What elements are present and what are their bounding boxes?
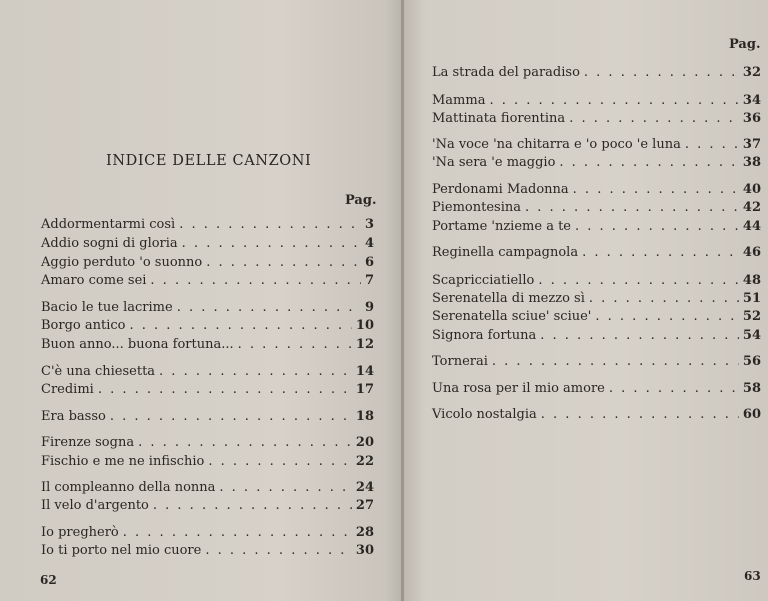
dot-leader xyxy=(559,155,739,170)
entry-title: Portame 'nzieme a te xyxy=(432,219,571,234)
entry-title: Addormentarmi così xyxy=(41,217,176,232)
entry-page: 24 xyxy=(355,480,374,495)
entry-title: C'è una chiesetta xyxy=(41,364,156,379)
dot-leader xyxy=(150,273,361,288)
entry-title: Era basso xyxy=(41,409,106,424)
entry-page: 30 xyxy=(355,543,374,558)
entry-page: 17 xyxy=(355,382,374,397)
dot-leader xyxy=(609,381,739,396)
entry-page: 54 xyxy=(742,328,761,343)
index-entry xyxy=(432,245,761,263)
index-entry xyxy=(41,525,374,543)
entry-title: Perdonami Madonna xyxy=(432,182,569,197)
index-entry xyxy=(432,381,761,399)
dot-leader xyxy=(205,543,352,558)
entry-title: Fischio e me ne infischio xyxy=(41,454,205,469)
entry-title: Mamma xyxy=(432,93,486,108)
entry-page: 60 xyxy=(742,407,761,422)
dot-leader xyxy=(584,65,739,80)
dot-leader xyxy=(130,318,352,333)
entry-title: Io pregherò xyxy=(41,525,119,540)
entry-page: 14 xyxy=(355,364,374,379)
entry-page: 27 xyxy=(355,498,374,513)
entry-page: 22 xyxy=(355,454,374,469)
entry-page: 44 xyxy=(742,219,761,234)
index-entry xyxy=(41,543,374,561)
dot-leader xyxy=(219,480,352,495)
index-entry xyxy=(41,318,374,336)
dot-leader xyxy=(492,354,739,369)
entry-title: Buon anno... buona fortuna... xyxy=(41,337,234,352)
entry-page: 42 xyxy=(742,200,761,215)
index-entry xyxy=(432,407,761,425)
entry-title: Firenze sogna xyxy=(41,435,135,450)
entry-page: 3 xyxy=(364,217,374,232)
entry-page: 56 xyxy=(742,354,761,369)
index-entry xyxy=(432,111,761,129)
index-entry xyxy=(432,200,761,218)
entry-page: 34 xyxy=(742,93,761,108)
page-number: 63 xyxy=(744,569,761,583)
index-entry xyxy=(432,155,761,173)
entry-page: 9 xyxy=(364,300,374,315)
entry-page: 46 xyxy=(742,245,761,260)
dot-leader xyxy=(138,435,352,450)
index-entry xyxy=(432,219,761,237)
dot-leader xyxy=(98,382,352,397)
entry-title: 'Na sera 'e maggio xyxy=(432,155,556,170)
index-entry xyxy=(41,382,374,400)
index-entry xyxy=(432,65,761,83)
dot-leader xyxy=(159,364,352,379)
entry-title: Il velo d'argento xyxy=(41,498,149,513)
dot-leader xyxy=(179,217,361,232)
entry-page: 36 xyxy=(742,111,761,126)
index-entry xyxy=(41,480,374,498)
entry-title: Borgo antico xyxy=(41,318,126,333)
entry-title: Serenatella di mezzo sì xyxy=(432,291,585,306)
dot-leader xyxy=(589,291,739,306)
index-entry xyxy=(432,328,761,346)
entry-title: Amaro come sei xyxy=(41,273,147,288)
dot-leader xyxy=(238,337,352,352)
entry-page: 52 xyxy=(742,309,761,324)
dot-leader xyxy=(573,182,739,197)
entry-page: 18 xyxy=(355,409,374,424)
index-entry xyxy=(41,409,374,427)
index-entry xyxy=(41,337,374,355)
index-entry xyxy=(41,236,374,254)
index-entry xyxy=(432,291,761,309)
index-entry xyxy=(41,217,374,235)
dot-leader xyxy=(538,273,739,288)
entry-page: 10 xyxy=(355,318,374,333)
entry-page: 12 xyxy=(355,337,374,352)
entry-title: La strada del paradiso xyxy=(432,65,580,80)
index-entry xyxy=(41,498,374,516)
dot-leader xyxy=(569,111,739,126)
pag-header: Pag. xyxy=(729,37,761,52)
entry-page: 7 xyxy=(364,273,374,288)
dot-leader xyxy=(595,309,739,324)
dot-leader xyxy=(525,200,739,215)
dot-leader xyxy=(182,236,361,251)
dot-leader xyxy=(541,407,739,422)
entry-title: Aggio perduto 'o suonno xyxy=(41,255,203,270)
entry-page: 58 xyxy=(742,381,761,396)
dot-leader xyxy=(206,255,361,270)
entry-page: 38 xyxy=(742,155,761,170)
entry-page: 40 xyxy=(742,182,761,197)
entry-title: Reginella campagnola xyxy=(432,245,579,260)
index-entry xyxy=(41,454,374,472)
pag-header: Pag. xyxy=(345,193,377,208)
index-entry xyxy=(432,309,761,327)
entry-title: Mattinata fiorentina xyxy=(432,111,566,126)
entry-page: 51 xyxy=(742,291,761,306)
entry-title: Serenatella sciue' sciue' xyxy=(432,309,592,324)
index-entry xyxy=(41,273,374,291)
entry-page: 28 xyxy=(355,525,374,540)
entry-title: Piemontesina xyxy=(432,200,521,215)
index-entry xyxy=(432,273,761,291)
entry-title: Credimi xyxy=(41,382,94,397)
index-entry xyxy=(432,354,761,372)
entry-title: Io ti porto nel mio cuore xyxy=(41,543,202,558)
entry-title: Vicolo nostalgia xyxy=(432,407,537,422)
dot-leader xyxy=(177,300,361,315)
entry-title: Scapricciatiello xyxy=(432,273,535,288)
entry-title: Addio sogni di gloria xyxy=(41,236,178,251)
index-entry xyxy=(432,93,761,111)
entry-title: Tornerai xyxy=(432,354,488,369)
entry-title: Il compleanno della nonna xyxy=(41,480,216,495)
entry-page: 48 xyxy=(742,273,761,288)
dot-leader xyxy=(489,93,738,108)
entry-page: 6 xyxy=(364,255,374,270)
dot-leader xyxy=(540,328,739,343)
entry-page: 32 xyxy=(742,65,761,80)
entry-title: Signora fortuna xyxy=(432,328,537,343)
dot-leader xyxy=(110,409,352,424)
dot-leader xyxy=(582,245,739,260)
dot-leader xyxy=(123,525,352,540)
index-entry xyxy=(432,182,761,200)
dot-leader xyxy=(575,219,739,234)
dot-leader xyxy=(153,498,352,513)
entry-title: Bacio le tue lacrime xyxy=(41,300,173,315)
index-title: INDICE DELLE CANZONI xyxy=(106,153,312,169)
entry-title: 'Na voce 'na chitarra e 'o poco 'e luna xyxy=(432,137,681,152)
entry-title: Una rosa per il mio amore xyxy=(432,381,605,396)
index-entry xyxy=(41,364,374,382)
index-entry xyxy=(41,300,374,318)
entry-page: 20 xyxy=(355,435,374,450)
entry-page: 37 xyxy=(742,137,761,152)
entry-page: 4 xyxy=(364,236,374,251)
dot-leader xyxy=(208,454,352,469)
index-entry xyxy=(41,255,374,273)
index-entry xyxy=(432,137,761,155)
index-entry xyxy=(41,435,374,453)
page-number: 62 xyxy=(40,573,57,587)
dot-leader xyxy=(685,137,739,152)
